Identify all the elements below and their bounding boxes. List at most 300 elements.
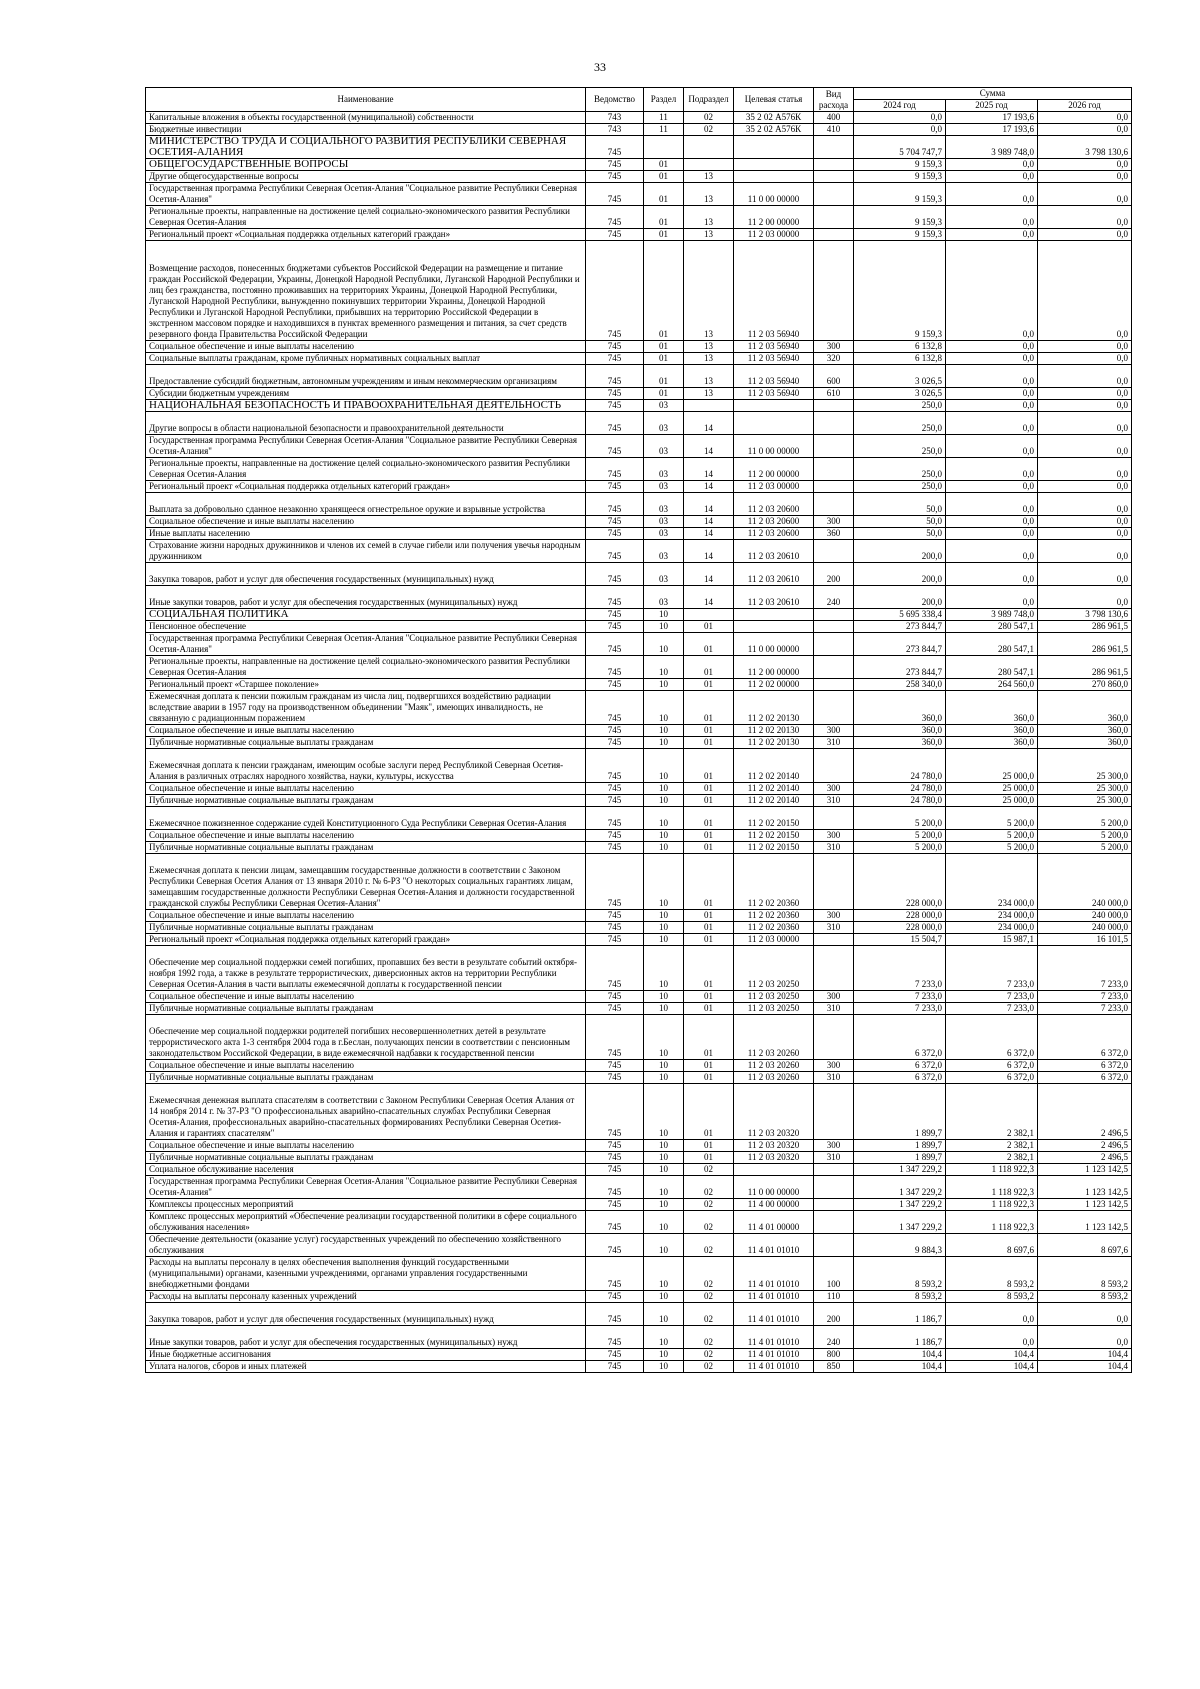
cell-2024: 7 233,0 [854, 991, 946, 1003]
cell-subsection: 01 [684, 725, 734, 737]
cell-type: 360 [814, 528, 854, 540]
cell-subsection: 02 [684, 1164, 734, 1176]
table-row [146, 1003, 1132, 1015]
cell-section: 10 [644, 749, 684, 783]
cell-2025: 0,0 [946, 159, 1038, 171]
cell-section: 03 [644, 493, 684, 516]
cell-2024: 6 132,8 [854, 353, 946, 365]
cell-target [734, 159, 814, 171]
cell-section [644, 136, 684, 159]
cell-subsection [684, 400, 734, 412]
cell-section: 01 [644, 353, 684, 365]
cell-section: 10 [644, 1326, 684, 1349]
cell-2025: 6 372,0 [946, 1015, 1038, 1060]
cell-2026: 6 372,0 [1038, 1060, 1132, 1072]
cell-name: Обеспечение мер социальной поддержки семей погибших, пропавших без вести в результате событий октября-ноября 1992 года, а также в результате террористических, диверсионных актов на территории Республики Северная Осетия-Алания в части выплаты ежемесячной доплаты к государственной пенсии [146, 946, 586, 991]
cell-2025: 104,4 [946, 1349, 1038, 1361]
cell-name: Иные выплаты населению [146, 528, 586, 540]
cell-2024: 250,0 [854, 458, 946, 481]
page-number: 33 [594, 60, 606, 74]
cell-subsection [684, 136, 734, 159]
cell-name: Ежемесячная денежная выплата спасателям в соответствии с Законом Республики Северная Осетия Алания от 14 ноября 2014 г. № 37-РЗ "О профессиональных аварийно-спасательных службах Республики Северная Осетия-Алания, профессиональных аварийно-спасательных формированиях Республики Северная Осетия-Алания и гарантиях спасателям" [146, 1084, 586, 1140]
cell-target: 11 2 02 00000 [734, 679, 814, 691]
cell-dept: 745 [586, 725, 644, 737]
cell-type [814, 481, 854, 493]
cell-section: 03 [644, 400, 684, 412]
cell-2026: 7 233,0 [1038, 991, 1132, 1003]
cell-subsection: 14 [684, 563, 734, 586]
cell-target: 11 2 02 20150 [734, 830, 814, 842]
cell-dept: 745 [586, 1072, 644, 1084]
cell-2025: 0,0 [946, 341, 1038, 353]
cell-name: Предоставление субсидий бюджетным, автономным учреждениям и иным некоммерческим организациям [146, 365, 586, 388]
cell-subsection: 01 [684, 1015, 734, 1060]
cell-2024: 6 372,0 [854, 1015, 946, 1060]
cell-2026: 2 496,5 [1038, 1140, 1132, 1152]
cell-name: Ежемесячная доплата к пенсии лицам, замещавшим государственные должности в соответствии с Законом Республики Северная Осетия Алания от 13 января 2010 г. № 6-РЗ "О некоторых социальных гарантиях лицам, замещавшим государственные должности Республики Северная Осетия-Алания и должности государственной гражданской службы Республики Северная Осетия-Алания" [146, 854, 586, 910]
cell-dept: 745 [586, 609, 644, 621]
cell-2024: 50,0 [854, 528, 946, 540]
cell-2026: 0,0 [1038, 493, 1132, 516]
cell-subsection: 13 [684, 206, 734, 229]
cell-name: Возмещение расходов, понесенных бюджетами субъектов Российской Федерации на размещение и питание граждан Российской Федерации, Украины, Донецкой Народной Республики, Луганской Народной Республики и лиц без гражданства, постоянно проживавших на территориях Украины, Донецкой Народной Республики, Луганской Народной Республики, вынужденно покинувших территории Украины, Донецкой Народной Республики и Луганской Народной Республики, прибывших на территорию Российской Федерации в экстренном массовом порядке и находившихся в пунктах временного размещения и питания, за счет средств резервного фонда Правительства Российской Федерации [146, 241, 586, 341]
cell-subsection: 01 [684, 795, 734, 807]
cell-name: Обеспечение деятельности (оказание услуг) государственных учреждений по обеспечению хозяйственного обслуживания [146, 1234, 586, 1257]
cell-target: 35 2 02 А576К [734, 112, 814, 124]
cell-section: 10 [644, 830, 684, 842]
cell-2025: 2 382,1 [946, 1140, 1038, 1152]
cell-type [814, 159, 854, 171]
cell-2024: 273 844,7 [854, 656, 946, 679]
cell-target: 11 4 01 00000 [734, 1211, 814, 1234]
cell-name: Региональный проект «Социальная поддержка отдельных категорий граждан» [146, 481, 586, 493]
cell-2024: 200,0 [854, 563, 946, 586]
cell-subsection: 01 [684, 1003, 734, 1015]
cell-type [814, 691, 854, 725]
cell-2025: 25 000,0 [946, 749, 1038, 783]
cell-dept: 745 [586, 353, 644, 365]
cell-dept: 745 [586, 206, 644, 229]
cell-target: 11 2 03 20600 [734, 516, 814, 528]
cell-2024: 1 347 229,2 [854, 1199, 946, 1211]
cell-dept: 745 [586, 481, 644, 493]
cell-subsection: 14 [684, 435, 734, 458]
cell-2026: 0,0 [1038, 353, 1132, 365]
cell-2025: 0,0 [946, 171, 1038, 183]
cell-section: 10 [644, 1349, 684, 1361]
cell-type: 310 [814, 1003, 854, 1015]
cell-2025: 264 560,0 [946, 679, 1038, 691]
cell-section: 10 [644, 656, 684, 679]
cell-2025: 3 989 748,0 [946, 136, 1038, 159]
cell-type [814, 400, 854, 412]
cell-dept: 745 [586, 400, 644, 412]
cell-name: Страхование жизни народных дружинников и членов их семей в случае гибели или получения увечья народным дружинником [146, 540, 586, 563]
cell-dept: 745 [586, 922, 644, 934]
cell-2025: 0,0 [946, 458, 1038, 481]
cell-target: 11 2 03 20260 [734, 1072, 814, 1084]
cell-section: 01 [644, 229, 684, 241]
cell-target: 11 2 02 20360 [734, 922, 814, 934]
cell-name: Субсидии бюджетным учреждениям [146, 388, 586, 400]
table-row [146, 656, 1132, 679]
cell-dept: 745 [586, 1349, 644, 1361]
cell-2025: 0,0 [946, 206, 1038, 229]
table-row [146, 795, 1132, 807]
cell-dept: 745 [586, 229, 644, 241]
cell-2024: 9 159,3 [854, 229, 946, 241]
cell-target: 11 2 03 20250 [734, 1003, 814, 1015]
cell-2024: 104,4 [854, 1349, 946, 1361]
cell-target: 11 4 01 01010 [734, 1257, 814, 1291]
cell-dept: 745 [586, 621, 644, 633]
cell-target [734, 400, 814, 412]
cell-2026: 0,0 [1038, 341, 1132, 353]
cell-2025: 0,0 [946, 435, 1038, 458]
table-row [146, 749, 1132, 783]
cell-2026: 270 860,0 [1038, 679, 1132, 691]
header-name: Наименование [146, 88, 586, 112]
cell-2024: 228 000,0 [854, 922, 946, 934]
cell-type: 300 [814, 516, 854, 528]
header-subsection: Подраздел [684, 88, 734, 112]
cell-subsection: 01 [684, 691, 734, 725]
cell-2026: 0,0 [1038, 365, 1132, 388]
cell-dept: 745 [586, 946, 644, 991]
cell-2024: 273 844,7 [854, 633, 946, 656]
cell-2024: 360,0 [854, 725, 946, 737]
cell-type: 300 [814, 341, 854, 353]
cell-target: 11 2 03 00000 [734, 229, 814, 241]
cell-2025: 5 200,0 [946, 842, 1038, 854]
cell-name: Капитальные вложения в объекты государственной (муниципальной) собственности [146, 112, 586, 124]
cell-dept: 745 [586, 1003, 644, 1015]
cell-type [814, 854, 854, 910]
cell-name: Комплекс процессных мероприятий «Обеспечение реализации государственной политики в сфере социального обслуживания населения» [146, 1211, 586, 1234]
table-row [146, 124, 1132, 136]
table-row [146, 353, 1132, 365]
cell-type [814, 493, 854, 516]
cell-type: 100 [814, 1257, 854, 1291]
cell-subsection: 01 [684, 656, 734, 679]
cell-subsection: 13 [684, 365, 734, 388]
cell-2024: 5 200,0 [854, 842, 946, 854]
cell-2024: 6 372,0 [854, 1060, 946, 1072]
header-target: Целевая статья [734, 88, 814, 112]
cell-2026: 360,0 [1038, 725, 1132, 737]
cell-type [814, 633, 854, 656]
cell-2025: 1 118 922,3 [946, 1211, 1038, 1234]
cell-dept: 745 [586, 795, 644, 807]
cell-name: СОЦИАЛЬНАЯ ПОЛИТИКА [146, 609, 586, 621]
cell-dept: 745 [586, 1164, 644, 1176]
cell-2025: 0,0 [946, 493, 1038, 516]
cell-subsection: 14 [684, 528, 734, 540]
table-row [146, 830, 1132, 842]
table-row [146, 922, 1132, 934]
cell-2026: 0,0 [1038, 435, 1132, 458]
cell-target: 11 2 02 20140 [734, 749, 814, 783]
table-row [146, 435, 1132, 458]
cell-subsection: 01 [684, 991, 734, 1003]
cell-2026: 286 961,5 [1038, 633, 1132, 656]
cell-2025: 15 987,1 [946, 934, 1038, 946]
cell-section: 03 [644, 516, 684, 528]
cell-2024: 200,0 [854, 540, 946, 563]
cell-2025: 8 697,6 [946, 1234, 1038, 1257]
cell-2024: 250,0 [854, 435, 946, 458]
cell-subsection: 02 [684, 1303, 734, 1326]
cell-2025: 0,0 [946, 353, 1038, 365]
cell-2025: 1 118 922,3 [946, 1176, 1038, 1199]
cell-2024: 15 504,7 [854, 934, 946, 946]
cell-2026: 2 496,5 [1038, 1084, 1132, 1140]
cell-section: 10 [644, 1084, 684, 1140]
cell-name: Социальное обеспечение и иные выплаты населению [146, 991, 586, 1003]
cell-2025: 234 000,0 [946, 910, 1038, 922]
cell-name: Другие вопросы в области национальной безопасности и правоохранительной деятельности [146, 412, 586, 435]
table-row [146, 1015, 1132, 1060]
cell-2024: 8 593,2 [854, 1257, 946, 1291]
cell-section: 10 [644, 725, 684, 737]
cell-name: Публичные нормативные социальные выплаты гражданам [146, 842, 586, 854]
cell-2026: 6 372,0 [1038, 1072, 1132, 1084]
cell-subsection: 01 [684, 1072, 734, 1084]
cell-2024: 7 233,0 [854, 946, 946, 991]
table-row [146, 183, 1132, 206]
cell-section: 01 [644, 241, 684, 341]
cell-type: 850 [814, 1361, 854, 1373]
table-row [146, 112, 1132, 124]
cell-2024: 24 780,0 [854, 783, 946, 795]
cell-2025: 0,0 [946, 516, 1038, 528]
cell-2025: 7 233,0 [946, 1003, 1038, 1015]
cell-target: 11 2 03 20610 [734, 563, 814, 586]
cell-2026: 16 101,5 [1038, 934, 1132, 946]
cell-target: 11 2 02 20130 [734, 737, 814, 749]
cell-name: Государственная программа Республики Северная Осетия-Алания "Социальное развитие Республики Северная Осетия-Алания" [146, 633, 586, 656]
cell-target: 11 4 01 01010 [734, 1349, 814, 1361]
cell-section: 10 [644, 1176, 684, 1199]
cell-type [814, 1234, 854, 1257]
table-row [146, 528, 1132, 540]
header-year-2025: 2025 год [946, 100, 1038, 112]
cell-subsection: 02 [684, 1176, 734, 1199]
cell-2026: 0,0 [1038, 388, 1132, 400]
cell-target: 11 2 03 20600 [734, 528, 814, 540]
cell-subsection: 01 [684, 1060, 734, 1072]
cell-subsection: 02 [684, 1361, 734, 1373]
cell-section: 10 [644, 1015, 684, 1060]
cell-type: 600 [814, 365, 854, 388]
cell-2026: 286 961,5 [1038, 621, 1132, 633]
cell-target: 11 2 03 00000 [734, 481, 814, 493]
cell-2024: 8 593,2 [854, 1291, 946, 1303]
cell-type [814, 749, 854, 783]
cell-name: Региональный проект «Социальная поддержка отдельных категорий граждан» [146, 229, 586, 241]
cell-type [814, 229, 854, 241]
cell-section: 10 [644, 691, 684, 725]
cell-2025: 5 200,0 [946, 830, 1038, 842]
cell-target [734, 1164, 814, 1176]
cell-name: Уплата налогов, сборов и иных платежей [146, 1361, 586, 1373]
cell-2025: 7 233,0 [946, 946, 1038, 991]
cell-2025: 6 372,0 [946, 1072, 1038, 1084]
cell-2024: 1 347 229,2 [854, 1176, 946, 1199]
cell-dept: 745 [586, 1326, 644, 1349]
cell-dept: 745 [586, 241, 644, 341]
cell-section: 10 [644, 934, 684, 946]
table-row [146, 540, 1132, 563]
cell-dept: 745 [586, 136, 644, 159]
table-row [146, 563, 1132, 586]
cell-dept: 745 [586, 934, 644, 946]
cell-target: 11 4 00 00000 [734, 1199, 814, 1211]
cell-2024: 9 159,3 [854, 159, 946, 171]
cell-type: 300 [814, 991, 854, 1003]
table-row [146, 159, 1132, 171]
cell-subsection: 01 [684, 1084, 734, 1140]
cell-name: Пенсионное обеспечение [146, 621, 586, 633]
cell-type: 800 [814, 1349, 854, 1361]
cell-2026: 1 123 142,5 [1038, 1199, 1132, 1211]
cell-subsection: 01 [684, 737, 734, 749]
cell-2026: 0,0 [1038, 412, 1132, 435]
cell-section: 01 [644, 365, 684, 388]
cell-target [734, 621, 814, 633]
cell-section: 10 [644, 609, 684, 621]
cell-2024: 1 186,7 [854, 1326, 946, 1349]
cell-section: 10 [644, 737, 684, 749]
table-row [146, 946, 1132, 991]
cell-type [814, 435, 854, 458]
cell-2026: 360,0 [1038, 691, 1132, 725]
cell-section: 10 [644, 991, 684, 1003]
cell-type: 320 [814, 353, 854, 365]
table-row [146, 388, 1132, 400]
cell-section: 10 [644, 946, 684, 991]
cell-target: 11 4 01 01010 [734, 1234, 814, 1257]
cell-2025: 2 382,1 [946, 1152, 1038, 1164]
cell-2026: 0,0 [1038, 458, 1132, 481]
cell-type [814, 807, 854, 830]
cell-target: 11 0 00 00000 [734, 633, 814, 656]
cell-2024: 50,0 [854, 493, 946, 516]
cell-name: Публичные нормативные социальные выплаты гражданам [146, 795, 586, 807]
cell-2025: 17 193,6 [946, 112, 1038, 124]
cell-section: 10 [644, 1003, 684, 1015]
cell-dept: 745 [586, 749, 644, 783]
cell-name: Публичные нормативные социальные выплаты гражданам [146, 1072, 586, 1084]
cell-subsection: 01 [684, 807, 734, 830]
cell-2026: 0,0 [1038, 229, 1132, 241]
cell-name: Региональный проект «Социальная поддержка отдельных категорий граждан» [146, 934, 586, 946]
header-year-2024: 2024 год [854, 100, 946, 112]
cell-2025: 234 000,0 [946, 922, 1038, 934]
cell-2024: 3 026,5 [854, 388, 946, 400]
cell-target: 11 2 02 20150 [734, 807, 814, 830]
cell-2025: 360,0 [946, 691, 1038, 725]
cell-2025: 8 593,2 [946, 1291, 1038, 1303]
cell-2025: 0,0 [946, 586, 1038, 609]
cell-target: 11 2 03 20320 [734, 1152, 814, 1164]
cell-target: 11 4 01 01010 [734, 1291, 814, 1303]
cell-type [814, 171, 854, 183]
cell-dept: 745 [586, 540, 644, 563]
cell-target: 11 2 03 56940 [734, 388, 814, 400]
cell-section: 10 [644, 1164, 684, 1176]
table-row [146, 1164, 1132, 1176]
cell-subsection: 13 [684, 241, 734, 341]
cell-subsection: 01 [684, 679, 734, 691]
table-row [146, 991, 1132, 1003]
cell-dept: 745 [586, 1199, 644, 1211]
cell-section: 01 [644, 171, 684, 183]
cell-2026: 0,0 [1038, 481, 1132, 493]
cell-dept: 745 [586, 1361, 644, 1373]
cell-2026: 0,0 [1038, 540, 1132, 563]
cell-dept: 745 [586, 1140, 644, 1152]
cell-2025: 104,4 [946, 1361, 1038, 1373]
cell-name: Закупка товаров, работ и услуг для обеспечения государственных (муниципальных) нужд [146, 1303, 586, 1326]
cell-target [734, 171, 814, 183]
cell-target: 11 2 02 20130 [734, 691, 814, 725]
cell-2025: 0,0 [946, 183, 1038, 206]
cell-section: 11 [644, 112, 684, 124]
cell-2026: 8 697,6 [1038, 1234, 1132, 1257]
cell-target: 11 2 03 20250 [734, 946, 814, 991]
cell-dept: 745 [586, 1234, 644, 1257]
cell-section: 03 [644, 435, 684, 458]
cell-2025: 0,0 [946, 563, 1038, 586]
cell-name: МИНИСТЕРСТВО ТРУДА И СОЦИАЛЬНОГО РАЗВИТИЯ РЕСПУБЛИКИ СЕВЕРНАЯ ОСЕТИЯ-АЛАНИЯ [146, 136, 586, 159]
table-row [146, 679, 1132, 691]
cell-dept: 745 [586, 842, 644, 854]
cell-target: 11 4 01 01010 [734, 1326, 814, 1349]
cell-name: Другие общегосударственные вопросы [146, 171, 586, 183]
cell-target: 11 0 00 00000 [734, 435, 814, 458]
table-row [146, 1257, 1132, 1291]
cell-2026: 5 200,0 [1038, 807, 1132, 830]
cell-target: 11 2 03 00000 [734, 934, 814, 946]
cell-dept: 745 [586, 1303, 644, 1326]
cell-2026: 3 798 130,6 [1038, 136, 1132, 159]
table-row [146, 458, 1132, 481]
cell-2024: 6 132,8 [854, 341, 946, 353]
cell-2024: 1 899,7 [854, 1140, 946, 1152]
table-row [146, 1199, 1132, 1211]
cell-subsection: 02 [684, 112, 734, 124]
cell-2026: 7 233,0 [1038, 946, 1132, 991]
cell-target: 11 0 00 00000 [734, 1176, 814, 1199]
cell-2026: 3 798 130,6 [1038, 609, 1132, 621]
cell-2026: 0,0 [1038, 563, 1132, 586]
cell-target: 11 2 03 20260 [734, 1015, 814, 1060]
cell-dept: 745 [586, 183, 644, 206]
table-row [146, 1361, 1132, 1373]
cell-type: 300 [814, 725, 854, 737]
cell-2025: 0,0 [946, 540, 1038, 563]
cell-target: 11 4 01 01010 [734, 1361, 814, 1373]
cell-subsection: 13 [684, 229, 734, 241]
cell-name: Государственная программа Республики Северная Осетия-Алания "Социальное развитие Республики Северная Осетия-Алания" [146, 435, 586, 458]
table-header [146, 88, 1132, 112]
header-sum: Сумма [854, 88, 1132, 100]
cell-2026: 0,0 [1038, 1326, 1132, 1349]
cell-name: Социальное обеспечение и иные выплаты населению [146, 783, 586, 795]
cell-type: 310 [814, 842, 854, 854]
cell-name: Публичные нормативные социальные выплаты гражданам [146, 1003, 586, 1015]
